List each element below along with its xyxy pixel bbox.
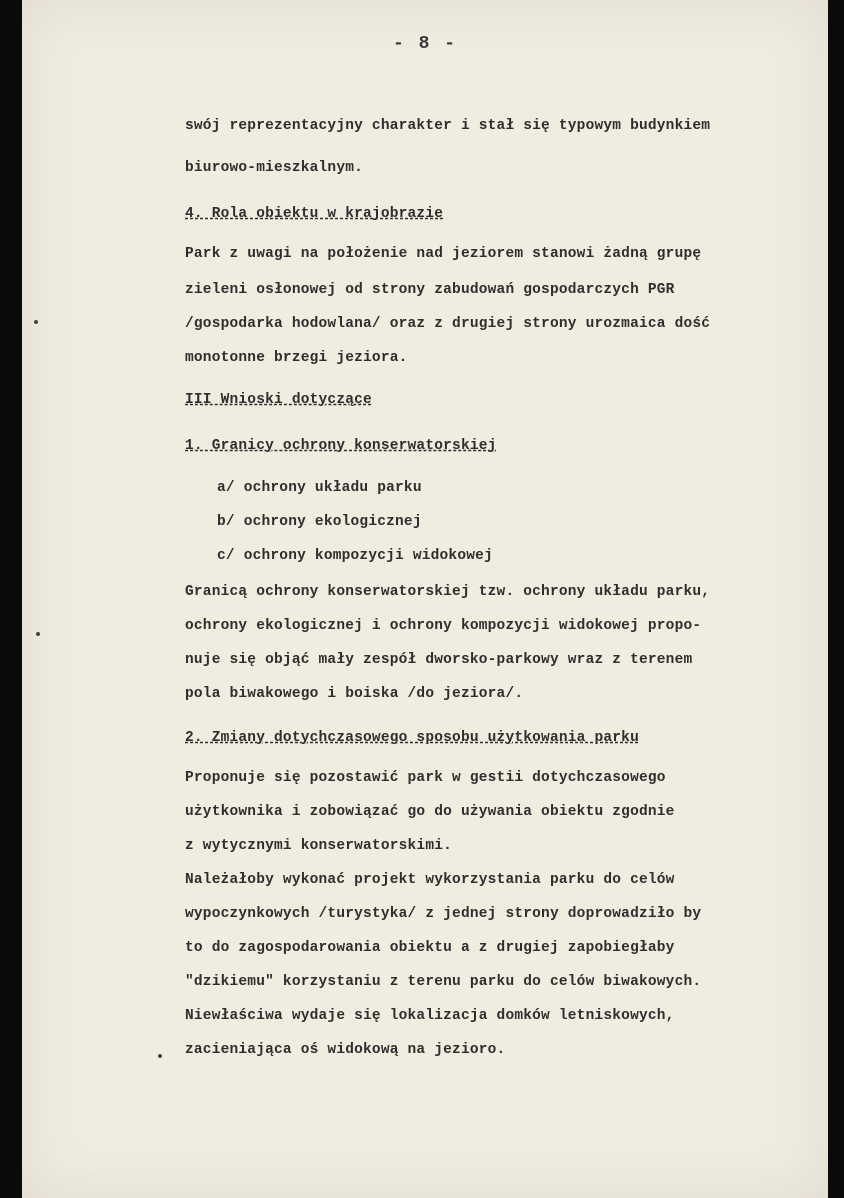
text-line: pola biwakowego i boiska /do jeziora/. [185,686,524,702]
text-line: wypoczynkowych /turystyka/ z jednej strony doprowadziło by [185,906,702,922]
page-number: - 8 - [392,34,457,54]
list-item: b/ ochrony ekologicznej [217,514,422,530]
text-line: swój reprezentacyjny charakter i stał się typowym budynkiem [185,118,711,134]
text-line: Należałoby wykonać projekt wykorzystania parku do celów [185,872,675,888]
section-heading: III Wnioski dotyczące [185,392,372,408]
list-item: c/ ochrony kompozycji widokowej [217,548,493,564]
text-line: ochrony ekologicznej i ochrony kompozycji widokowej propo- [185,618,702,634]
punch-hole [34,320,38,324]
text-line: Park z uwagi na położenie nad jeziorem stanowi żadną grupę [185,246,702,262]
section-heading: 1. Granicy ochrony konserwatorskiej [185,438,497,454]
text-line: monotonne brzegi jeziora. [185,350,408,366]
text-line: Proponuje się pozostawić park w gestii dotychczasowego [185,770,666,786]
list-item: a/ ochrony układu parku [217,480,422,496]
text-line: Niewłaściwa wydaje się lokalizacja domków letniskowych, [185,1008,675,1024]
text-line: zacieniająca oś widokową na jezioro. [185,1042,506,1058]
document-page [22,0,828,1198]
text-line: biurowo-mieszkalnym. [185,160,364,176]
section-heading: 4. Rola obiektu w krajobrazie [185,206,444,222]
punch-hole [36,632,40,636]
text-line: użytkownika i zobowiązać go do używania obiektu zgodnie [185,804,675,820]
punch-hole [158,1054,162,1058]
text-line: /gospodarka hodowlana/ oraz z drugiej strony urozmaica dość [185,316,711,332]
section-heading: 2. Zmiany dotychczasowego sposobu użytkowania parku [185,730,639,746]
text-line: nuje się objąć mały zespół dworsko-parkowy wraz z terenem [185,652,693,668]
text-line: zieleni osłonowej od strony zabudowań gospodarczych PGR [185,282,675,298]
text-line: z wytycznymi konserwatorskimi. [185,838,453,854]
text-line: Granicą ochrony konserwatorskiej tzw. ochrony układu parku, [185,584,711,600]
text-line: to do zagospodarowania obiektu a z drugiej zapobiegłaby [185,940,675,956]
text-line: "dzikiemu" korzystaniu z terenu parku do celów biwakowych. [185,974,702,990]
